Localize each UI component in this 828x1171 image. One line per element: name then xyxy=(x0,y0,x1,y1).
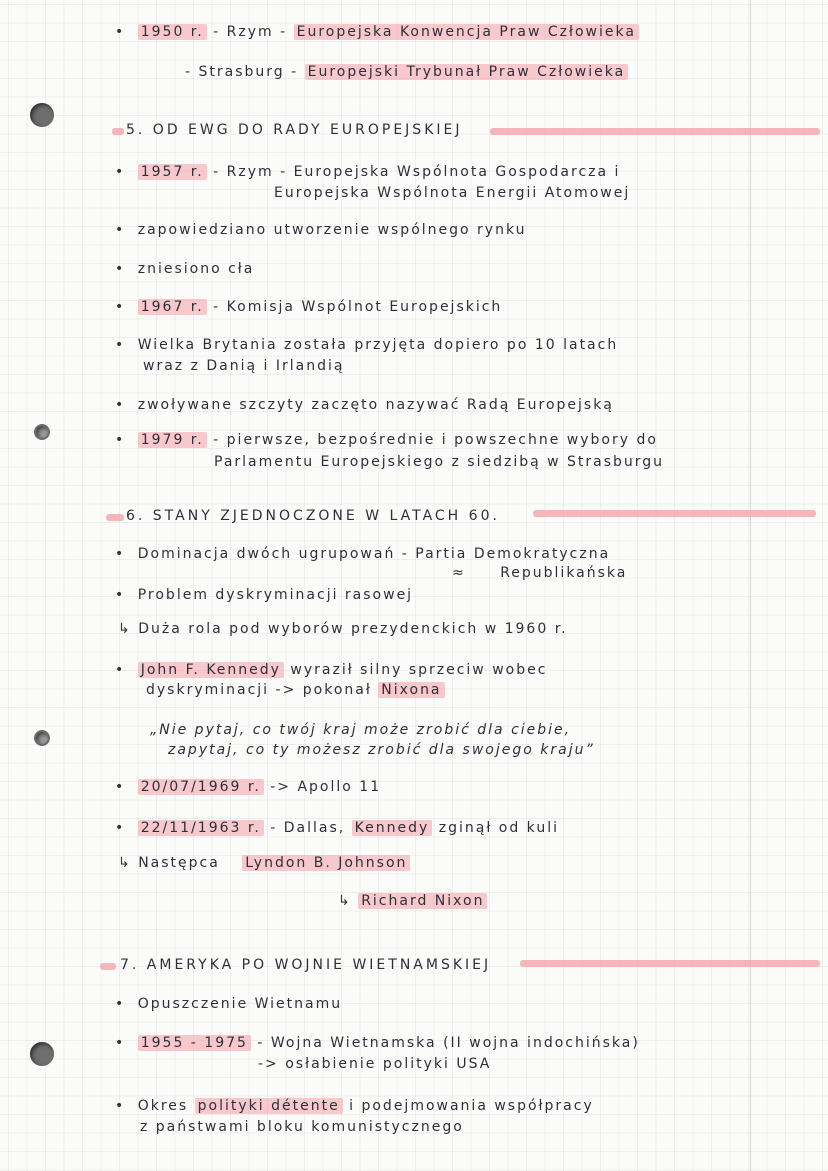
punch-hole xyxy=(30,103,54,127)
bullet: • xyxy=(115,299,126,315)
note-line xyxy=(118,855,410,871)
name-highlight: Lyndon B. Johnson xyxy=(242,855,410,871)
arrow-icon: ↳ xyxy=(338,893,352,909)
place-text: - Rzym - xyxy=(213,24,288,40)
note-line xyxy=(452,565,627,581)
date-highlight: 1967 r. xyxy=(138,299,207,315)
section-heading: 7. AMERYKA PO WOJNIE WIETNAMSKIEJ xyxy=(120,957,492,973)
section-bar xyxy=(490,128,820,135)
note-line xyxy=(115,820,559,836)
note-line xyxy=(118,621,568,637)
section-heading: 5. OD EWG DO RADY EUROPEJSKIEJ xyxy=(126,122,463,138)
note-text: zwoływane szczyty zaczęto nazywać Radą Europejską xyxy=(137,397,614,413)
bullet: • xyxy=(115,996,126,1012)
bullet: • xyxy=(115,261,126,277)
bullet: • xyxy=(115,820,126,836)
date-highlight: 1979 r. xyxy=(138,432,207,448)
quote-line: zapytaj, co ty możesz zrobić dla swojego kraju” xyxy=(168,742,595,758)
note-line xyxy=(115,222,527,238)
section-bar xyxy=(520,960,820,967)
note-line xyxy=(146,682,445,698)
note-text: Problem dyskryminacji rasowej xyxy=(137,587,414,603)
note-line xyxy=(115,996,342,1012)
name-highlight: Nixona xyxy=(378,682,444,698)
section-bar xyxy=(533,510,816,517)
bullet: • xyxy=(115,397,126,413)
date-highlight: 20/07/1969 r. xyxy=(138,779,264,795)
approx-symbol: ≈ xyxy=(452,565,466,581)
name-highlight: Kennedy xyxy=(352,820,433,836)
name-highlight: Richard Nixon xyxy=(358,893,487,909)
note-line xyxy=(115,24,639,40)
note-line xyxy=(115,1035,640,1051)
note-line xyxy=(115,779,381,795)
name-highlight: John F. Kennedy xyxy=(138,662,284,678)
note-line xyxy=(115,587,413,603)
note-text: Europejska Wspólnota Gospodarcza i xyxy=(293,164,621,180)
date-highlight: 22/11/1963 r. xyxy=(138,820,264,836)
section-bar xyxy=(100,963,116,970)
note-line xyxy=(115,546,610,562)
bullet: • xyxy=(115,222,126,238)
bullet: • xyxy=(115,337,126,353)
note-text: zapowiedziano utworzenie wspólnego rynku xyxy=(137,222,527,238)
bullet: • xyxy=(115,1035,126,1051)
section-heading: 6. STANY ZJEDNOCZONE W LATACH 60. xyxy=(126,508,500,524)
note-text: Opuszczenie Wietnamu xyxy=(137,996,343,1012)
punch-hole xyxy=(30,1042,54,1066)
margin-line xyxy=(750,0,751,1171)
punch-hole xyxy=(34,730,50,746)
note-text: zginął od kuli xyxy=(438,820,559,836)
term-highlight: polityki détente xyxy=(195,1098,343,1114)
note-line xyxy=(115,261,254,277)
note-text: Wielka Brytania została przyjęta dopiero po 10 latach xyxy=(137,337,619,353)
bullet: • xyxy=(115,24,126,40)
note-line xyxy=(115,397,614,413)
party-text: Republikańska xyxy=(500,565,628,581)
bullet: • xyxy=(115,779,126,795)
date-highlight: 1955 - 1975 xyxy=(138,1035,251,1051)
note-text: -> pokonał xyxy=(275,682,372,698)
date-highlight: 1957 r. xyxy=(138,164,207,180)
note-line: Europejska Wspólnota Energii Atomowej xyxy=(274,185,631,201)
note-line xyxy=(115,1098,594,1114)
note-text: i podejmowania współpracy xyxy=(349,1098,594,1114)
note-line: -> osłabienie polityki USA xyxy=(258,1056,492,1072)
note-text: - Komisja Wspólnot Europejskich xyxy=(213,299,503,315)
event-highlight: Europejska Konwencja Praw Człowieka xyxy=(294,24,639,40)
arrow-icon: ↳ xyxy=(118,621,132,637)
party-text: Partia Demokratyczna xyxy=(415,546,611,562)
place-text: - Dallas, xyxy=(270,820,346,836)
note-text: Duża rola pod wyborów prezydenckich w 1960 r. xyxy=(138,621,568,637)
arrow-icon: ↳ xyxy=(118,855,132,871)
bullet: • xyxy=(115,1098,126,1114)
event-highlight: Europejski Trybunał Praw Człowieka xyxy=(305,64,629,80)
note-line xyxy=(115,164,620,180)
bullet: • xyxy=(115,587,126,603)
note-text: Dominacja dwóch ugrupowań - xyxy=(137,546,409,562)
note-text: - pierwsze, bezpośrednie i powszechne wybory do xyxy=(213,432,658,448)
note-text: dyskryminacji xyxy=(146,682,270,698)
bullet: • xyxy=(115,164,126,180)
note-text: Następca xyxy=(138,855,220,871)
note-line: z państwami bloku komunistycznego xyxy=(140,1119,464,1135)
note-line xyxy=(185,64,628,80)
note-line: wraz z Danią i Irlandią xyxy=(143,358,345,374)
note-line xyxy=(115,299,502,315)
note-text: Okres xyxy=(137,1098,189,1114)
punch-hole xyxy=(34,424,50,440)
note-text: zniesiono cła xyxy=(137,261,255,277)
note-line xyxy=(115,337,618,353)
date-highlight: 1950 r. xyxy=(138,24,207,40)
note-text: - Wojna Wietnamska (II wojna indochińska) xyxy=(257,1035,640,1051)
quote-line: „Nie pytaj, co twój kraj może zrobić dla ciebie, xyxy=(150,722,572,738)
bullet: • xyxy=(115,546,126,562)
note-line xyxy=(338,893,487,909)
section-bar xyxy=(112,128,124,135)
place-text: - Strasburg - xyxy=(185,64,299,80)
note-line xyxy=(115,662,547,678)
note-line: Parlamentu Europejskiego z siedzibą w Strasburgu xyxy=(214,454,665,470)
place-text: - Rzym - xyxy=(213,164,288,180)
note-text: wyraził silny sprzeciw wobec xyxy=(290,662,548,678)
note-text: -> Apollo 11 xyxy=(270,779,382,795)
note-line xyxy=(115,432,658,448)
section-bar xyxy=(106,514,124,521)
bullet: • xyxy=(115,432,126,448)
bullet: • xyxy=(115,662,126,678)
